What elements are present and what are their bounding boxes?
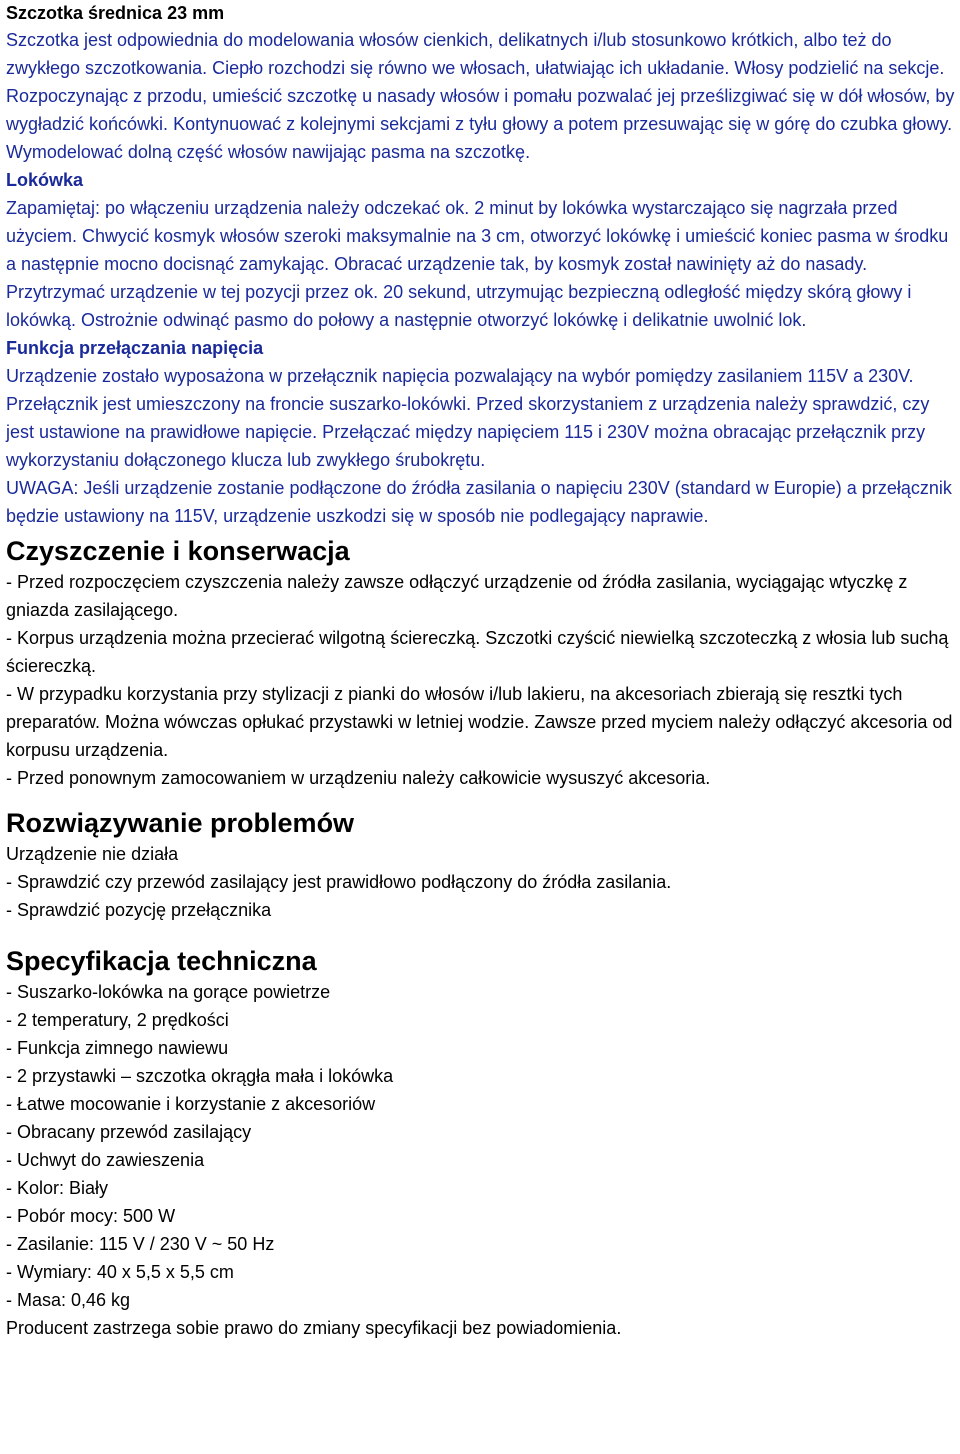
cleaning-item: - Przed rozpoczęciem czyszczenia należy zawsze odłączyć urządzenie od źródła zasilania, wyciągając wtyczkę z gniazda zasilającego.: [6, 572, 908, 620]
specs-list: [6, 978, 960, 1314]
cleaning-item: - W przypadku korzystania przy stylizacji z pianki do włosów i/lub lakieru, na akcesoriach zbierają się resztki tych preparatów. Można wówczas opłukać przystawki w letniej wodzie. Zawsze przed myciem należy odłączyć akcesoria od korpusu urządzenia.: [6, 684, 953, 760]
section-cleaning: [6, 534, 960, 792]
cleaning-heading: Czyszczenie i konserwacja: [6, 536, 350, 566]
spec-item: - 2 temperatury, 2 prędkości: [6, 1010, 229, 1030]
troubleshooting-item: - Sprawdzić pozycję przełącznika: [6, 900, 272, 920]
cleaning-item: - Przed ponownym zamocowaniem w urządzeniu należy całkowicie wysuszyć akcesoria.: [6, 768, 711, 788]
spec-item: - Kolor: Biały: [6, 1178, 109, 1198]
spec-item: - Łatwe mocowanie i korzystanie z akcesoriów: [6, 1094, 376, 1114]
cleaning-item: - Korpus urządzenia można przecierać wilgotną ściereczką. Szczotki czyścić niewielką szczoteczką z włosia lub suchą ściereczką.: [6, 628, 949, 676]
spec-item: - Zasilanie: 115 V / 230 V ~ 50 Hz: [6, 1234, 275, 1254]
troubleshooting-problem: Urządzenie nie działa: [6, 844, 179, 864]
voltage-warning: UWAGA: Jeśli urządzenie zostanie podłączone do źródła zasilania o napięciu 230V (standard w Europie) a przełącznik będzie ustawiony na 115V, urządzenie uszkodzi się w sposób nie podlegający naprawie.: [6, 478, 952, 526]
spec-item: - Obracany przewód zasilający: [6, 1122, 252, 1142]
spec-item: - Funkcja zimnego nawiewu: [6, 1038, 229, 1058]
specs-note: Producent zastrzega sobie prawo do zmiany specyfikacji bez powiadomienia.: [6, 1318, 622, 1338]
brush-body: Szczotka jest odpowiednia do modelowania włosów cienkich, delikatnych i/lub stosunkowo krótkich, albo też do zwykłego szczotkowania. Ciepło rozchodzi się równo we włosach, ułatwiając ich układanie. Włosy podzielić na sekcje. Rozpoczynając z przodu, umieścić szczotkę u nasady włosów i pomału pozwalać jej prześlizgiwać się w dół włosów, by wygładzić końcówki. Kontynuować z kolejnymi sekcjami z tyłu głowy a potem przesuwając się w górę do czubka głowy. Wymodelować dolną część włosów nawijając pasma na szczotkę.: [6, 30, 955, 162]
spec-item: - Suszarko-lokówka na gorące powietrze: [6, 982, 331, 1002]
curler-heading: Lokówka: [6, 170, 84, 190]
spec-item: - Wymiary: 40 x 5,5 x 5,5 cm: [6, 1262, 234, 1282]
spec-item: - Pobór mocy: 500 W: [6, 1206, 176, 1226]
troubleshooting-item: - Sprawdzić czy przewód zasilający jest prawidłowo podłączony do źródła zasilania.: [6, 872, 672, 892]
voltage-body: Urządzenie zostało wyposażona w przełącznik napięcia pozwalający na wybór pomiędzy zasilaniem 115V a 230V. Przełącznik jest umieszczony na froncie suszarko-lokówki. Przed skorzystaniem z urządzenia należy sprawdzić, czy jest ustawione na prawidłowe napięcie. Przełączać między napięciem 115 i 230V można obracając przełącznik przy wykorzystaniu dołączonego klucza lub zwykłego śrubokrętu.: [6, 366, 930, 470]
section-brush: [6, 0, 960, 166]
brush-heading: Szczotka średnica 23 mm: [6, 3, 225, 23]
curler-body: Zapamiętaj: po włączeniu urządzenia należy odczekać ok. 2 minut by lokówka wystarczająco się nagrzała przed użyciem. Chwycić kosmyk włosów szeroki maksymalnie na 3 cm, otworzyć lokówkę i umieścić koniec pasma w środku a następnie mocno docisnąć zamykając. Obracać urządzenie tak, by kosmyk został nawinięty aż do nasady. Przytrzymać urządzenie w tej pozycji przez ok. 20 sekund, utrzymując bezpieczną odległość między skórą głowy i lokówką. Ostrożnie odwinąć pasmo do połowy a następnie otworzyć lokówkę i delikatnie uwolnić lok.: [6, 198, 949, 330]
spec-item: - Uchwyt do zawieszenia: [6, 1150, 205, 1170]
section-voltage: [6, 334, 960, 530]
voltage-heading: Funkcja przełączania napięcia: [6, 338, 264, 358]
section-troubleshooting: [6, 806, 960, 924]
section-specs: [6, 944, 960, 1342]
spec-item: - Masa: 0,46 kg: [6, 1290, 131, 1310]
section-curler: [6, 166, 960, 334]
troubleshooting-heading: Rozwiązywanie problemów: [6, 808, 355, 838]
spec-item: - 2 przystawki – szczotka okrągła mała i lokówka: [6, 1066, 394, 1086]
specs-heading: Specyfikacja techniczna: [6, 946, 317, 976]
